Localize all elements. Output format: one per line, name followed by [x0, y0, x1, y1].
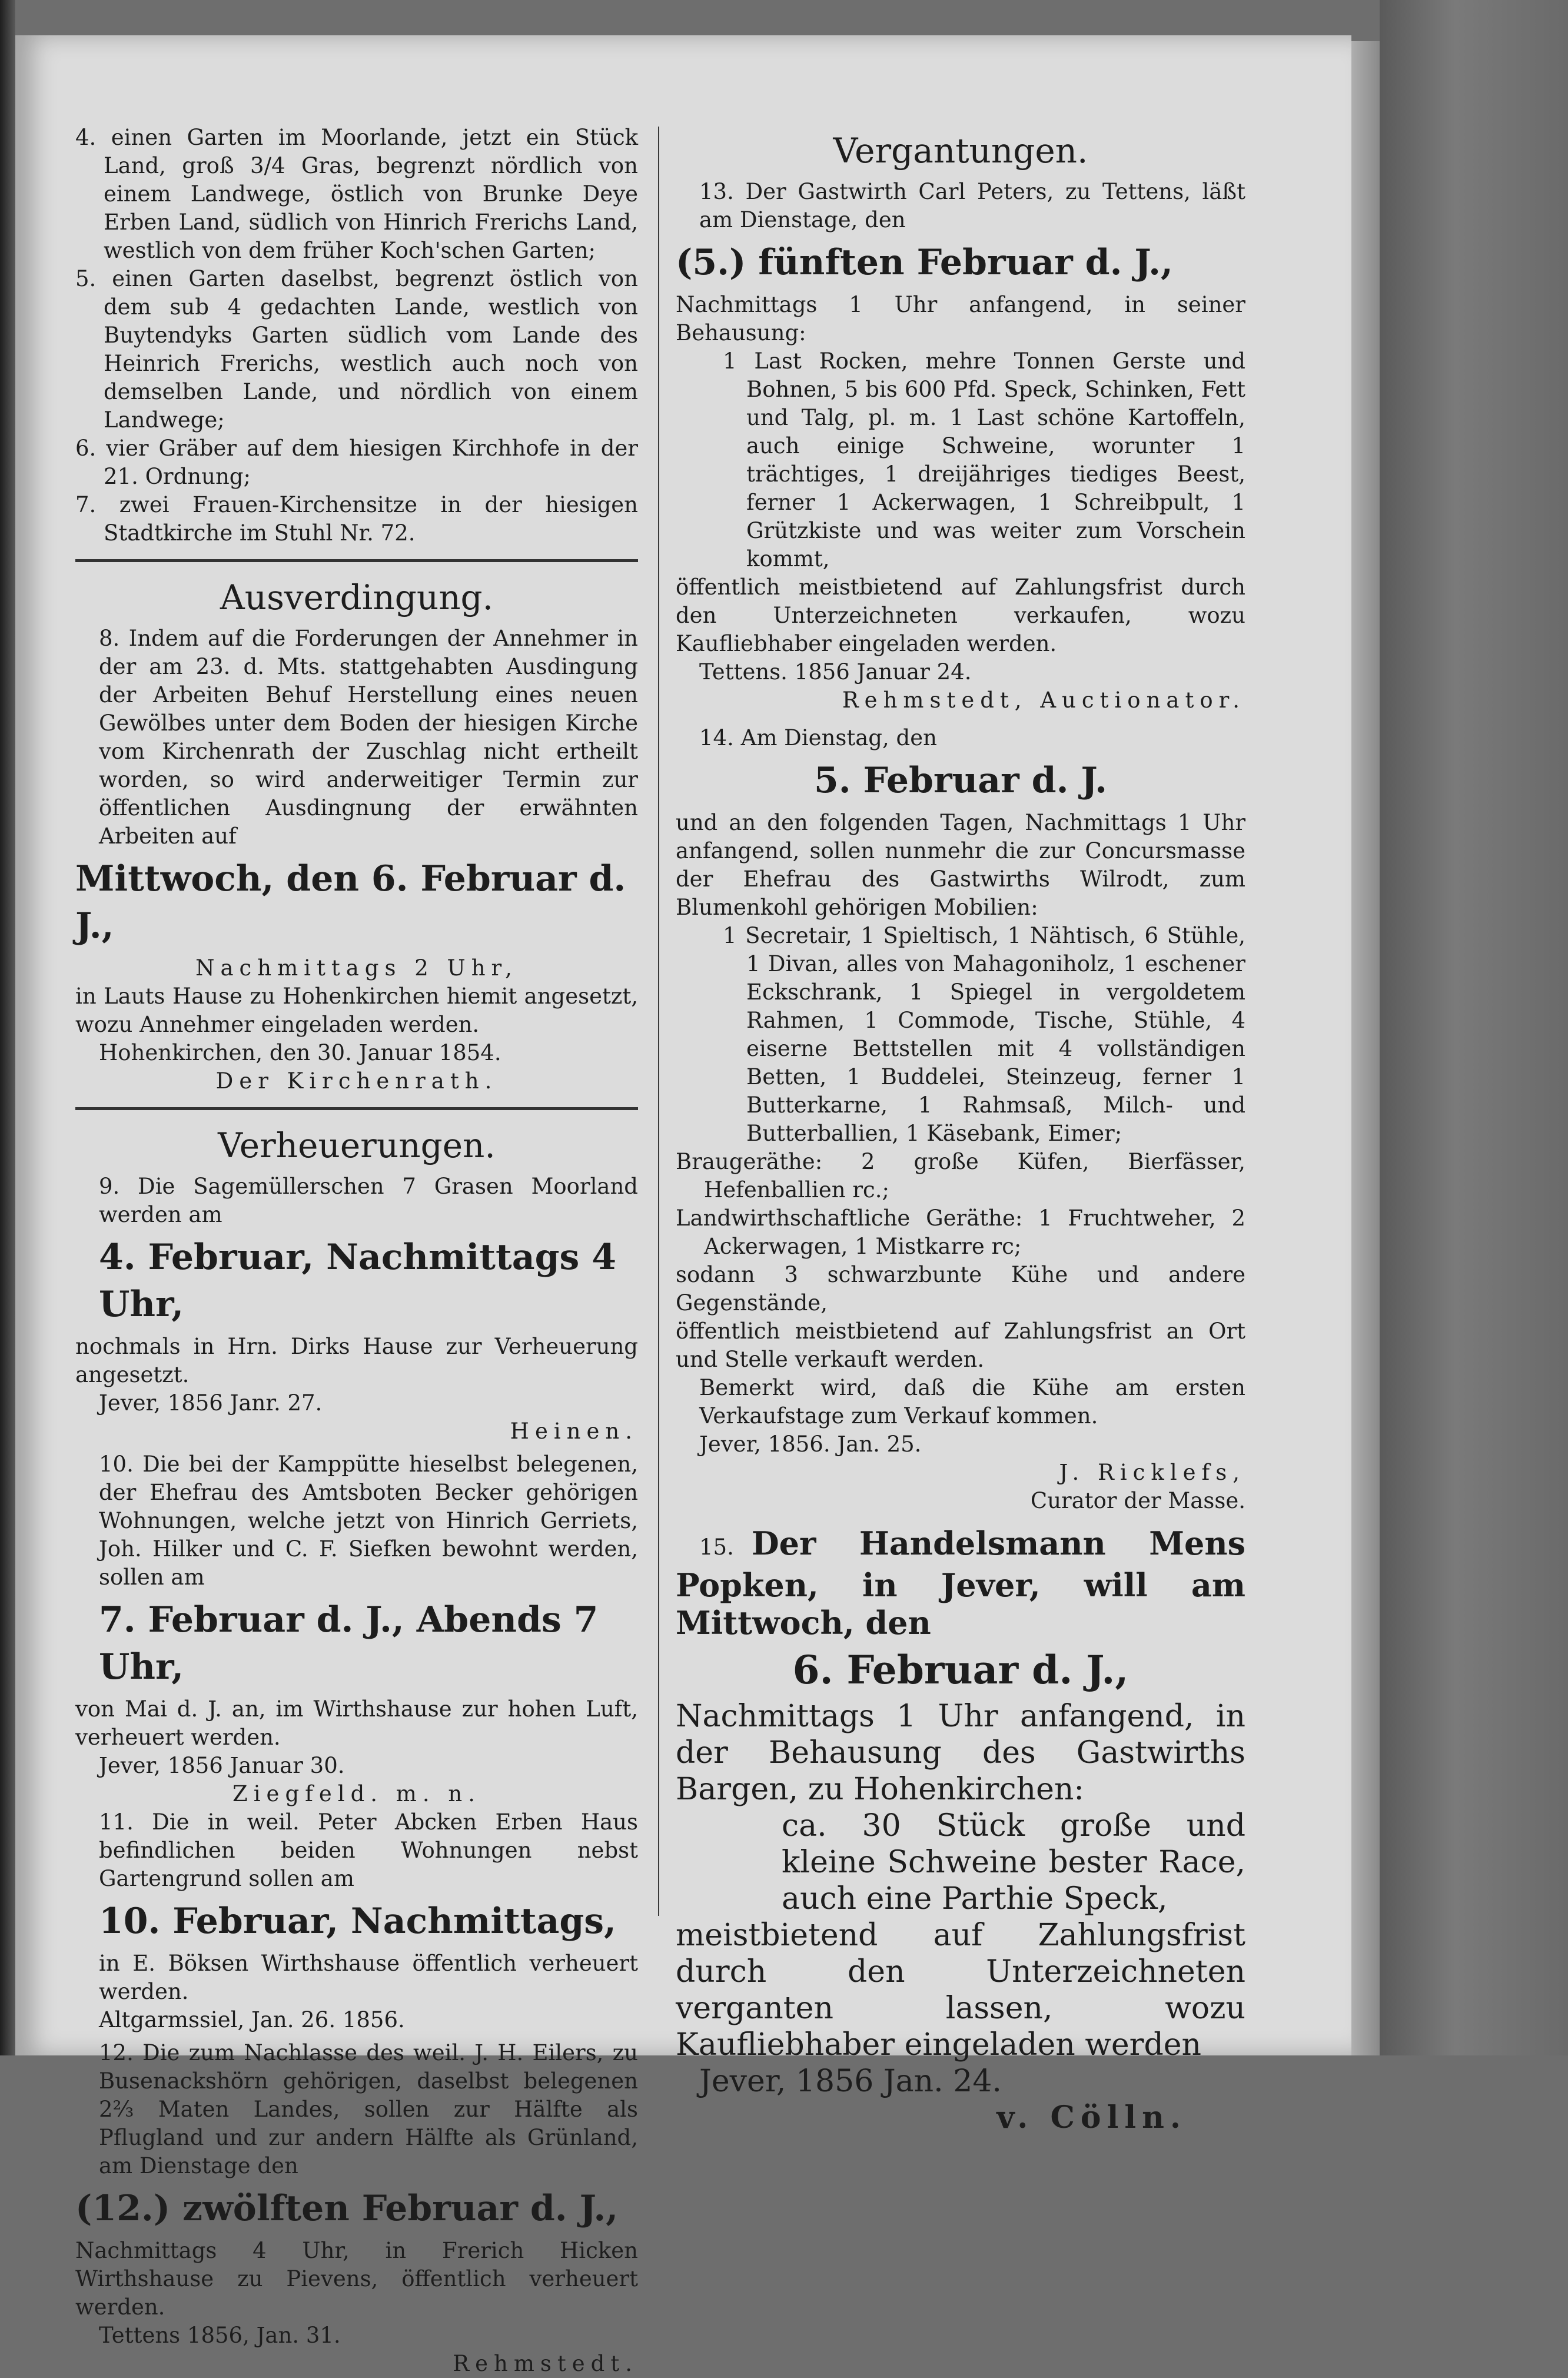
left-column: [75, 124, 638, 2378]
notice-time: Nachmittags 1 Uhr anfangend, in seiner Behausung:: [676, 292, 1245, 346]
notice-signature: Rehmstedt, Auctionator.: [842, 688, 1245, 713]
right-column: [676, 124, 1245, 2136]
notice-intro: Der Handelsmann Mens Popken, in Jever, will am Mittwoch, den: [676, 1525, 1245, 1642]
notice-body: 12. Die zum Nachlasse des weil. J. H. Eilers, zu Busenackshörn gehörigen, daselbst belegenen 2⅔ Maten Landes, sollen zur Hälfte als Pflugland und zur andern Hälfte als Grünland, am Dienstage den: [99, 2040, 638, 2178]
notice-place: in Lauts Hause zu Hohenkirchen hiemit angesetzt, wozu Annehmer eingeladen werden.: [75, 984, 638, 1037]
notice-text: meistbietend auf Zahlungsfrist durch den Unterzeichneten verganten lassen, wozu Kaufliebhaber eingeladen werden: [676, 1918, 1245, 2063]
notice-dateline: Jever, 1856. Jan. 25.: [699, 1432, 922, 1457]
section-rule: [75, 559, 638, 562]
notice-date: (12.) zwölften Februar d. J.,: [75, 2188, 619, 2229]
notice-text: von Mai d. J. an, im Wirthshause zur hohen Luft, verheuert werden.: [75, 1696, 638, 1750]
goods-list: 1 Secretair, 1 Spieltisch, 1 Nähtisch, 6 Stühle, 1 Divan, alles von Mahagoniholz, 1 eschener Eckschrank, 1 Spiegel in vergoldetem Rahmen, 1 Commode, Tische, Stühle, 4 eiserne Bettstellen mit 4 vollständigen Betten, 1 Buddelei, Steinzeug, ferner 1 Butterkarne, 1 Rahmsaß, Milch- und Butterballien, 1 Käsebank, Eimer;: [723, 923, 1245, 1146]
notice-signature-role: Curator der Masse.: [1030, 1488, 1245, 1513]
section-rule: [75, 1107, 638, 1110]
notice-body: 8. Indem auf die Forderungen der Annehmer in der am 23. d. Mts. stattgehabten Ausdingung der Arbeiten Behuf Herstellung eines neuen Gewölbes unter dem Boden der hiesigen Kirche vom Kirchenrath der Zuschlag nicht ertheilt worden, so wird anderweitiger Termin zur öffentlichen Ausdingnung der erwähnten Arbeiten auf: [99, 626, 638, 849]
notice-time: Nachmittags 1 Uhr anfangend, in der Behausung des Gastwirths Bargen, zu Hohenkirchen:: [676, 1699, 1245, 1807]
notice-time: Nachmittags 2 Uhr,: [195, 955, 518, 981]
notice-signature: Ziegfeld. m. n.: [232, 1781, 481, 1806]
goods-list: ca. 30 Stück große und kleine Schweine bester Race, auch eine Parthie Speck,: [782, 1808, 1245, 1917]
notice-dateline: Hohenkirchen, den 30. Januar 1854.: [99, 1040, 501, 1065]
notice-text: nochmals in Hrn. Dirks Hause zur Verheuerung angesetzt.: [75, 1334, 638, 1387]
section-heading-ausverdingung: Ausverdingung.: [220, 577, 494, 617]
book-gutter: [0, 0, 15, 2055]
notice-dateline: Jever, 1856 Janr. 27.: [99, 1390, 323, 1416]
notice-date: Mittwoch, den 6. Februar d. J.,: [75, 858, 626, 946]
notice-text: öffentlich meistbietend auf Zahlungsfrist durch den Unterzeichneten verkaufen, wozu Kaufliebhaber eingeladen werden.: [676, 574, 1245, 656]
notice-number: 15.: [699, 1535, 734, 1560]
notice-text: und an den folgenden Tagen, Nachmittags 1 Uhr anfangend, sollen nunmehr die zur Concursmasse der Ehefrau des Gastwirths Wilrodt, zum Blumenkohl gehörigen Mobilien:: [676, 810, 1245, 920]
notice-signature: Rehmstedt.: [453, 2351, 638, 2376]
notice-text: öffentlich meistbietend auf Zahlungsfrist an Ort und Stelle verkauft werden.: [676, 1318, 1245, 1372]
goods-list: 1 Last Rocken, mehre Tonnen Gerste und Bohnen, 5 bis 600 Pfd. Speck, Schinken, Fett und Talg, pl. m. 1 Last schöne Kartoffeln, auch einige Schweine, worunter 1 trächtiges, 1 dreijähriges tiediges Beest, ferner 1 Ackerwagen, 1 Schreibpult, 1 Grützkiste und was weiter zum Vorschein kommt,: [723, 348, 1245, 572]
notice-date: 10. Februar, Nachmittags,: [99, 1901, 616, 1942]
notice-text: Nachmittags 4 Uhr, in Frerich Hicken Wirthshause zu Pievens, öffentlich verheuert werden.: [75, 2238, 638, 2320]
notice-signature: J. Ricklefs,: [1059, 1460, 1245, 1485]
notice-date: 6. Februar d. J.,: [792, 1647, 1129, 1693]
list-item: 5. einen Garten daselbst, begrenzt östlich von dem sub 4 gedachten Lande, westlich von Buytendyks Garten südlich vom Lande des Heinrich Frerichs, westlich auch noch von demselben Lande, und nördlich von einem Landwege;: [75, 266, 638, 433]
notice-body-large: [676, 1525, 1245, 1642]
notice-date: 5. Februar d. J.: [814, 760, 1107, 801]
list-item: 4. einen Garten im Moorlande, jetzt ein Stück Land, groß 3/4 Gras, begrenzt nördlich von einem Landwege, östlich von Brunke Deye Erben Land, südlich von Hinrich Frerichs Land, westlich von dem früher Koch'schen Garten;: [75, 125, 638, 263]
goods-list: Landwirthschaftliche Geräthe: 1 Fruchtweher, 2 Ackerwagen, 1 Mistkarre rc;: [676, 1205, 1245, 1259]
notice-body: 11. Die in weil. Peter Abcken Erben Haus befindlichen beiden Wohnungen nebst Gartengrund sollen am: [99, 1809, 638, 1891]
notice-dateline: Tettens 1856, Jan. 31.: [99, 2323, 341, 2348]
notice-body: 10. Die bei der Kamppütte hieselbst belegenen, der Ehefrau des Amtsboten Becker gehörigen Wohnungen, welche jetzt von Hinrich Gerriets, Joh. Hilker und C. F. Siefken bewohnt werden, sollen am: [99, 1452, 638, 1590]
notice-date: 7. Februar d. J., Abends 7 Uhr,: [99, 1599, 599, 1688]
notice-date: 4. Februar, Nachmittags 4 Uhr,: [99, 1237, 616, 1325]
book-binding: [1380, 0, 1568, 2055]
notice-dateline: Altgarmssiel, Jan. 26. 1856.: [99, 2007, 405, 2032]
notice-dateline: Jever, 1856 Jan. 24.: [699, 2064, 1002, 2099]
notice-signature: Heinen.: [510, 1419, 638, 1444]
notice-dateline: Tettens. 1856 Januar 24.: [699, 659, 972, 685]
notice-body: 14. Am Dienstag, den: [699, 725, 937, 750]
notice-dateline: Jever, 1856 Januar 30.: [99, 1753, 345, 1778]
notice-signature: v. Cölln.: [996, 2100, 1187, 2135]
section-heading-verheuerungen: Verheuerungen.: [218, 1125, 496, 1165]
notice-body: 13. Der Gastwirth Carl Peters, zu Tettens, läßt am Dienstage, den: [699, 179, 1245, 233]
goods-list: sodann 3 schwarzbunte Kühe und andere Gegenstände,: [676, 1262, 1245, 1316]
list-item: 7. zwei Frauen-Kirchensitze in der hiesigen Stadtkirche im Stuhl Nr. 72.: [75, 492, 638, 546]
notice-note: Bemerkt wird, daß die Kühe am ersten Verkaufstage zum Verkauf kommen.: [699, 1375, 1245, 1429]
list-item: 6. vier Gräber auf dem hiesigen Kirchhofe in der 21. Ordnung;: [75, 436, 638, 489]
notice-body: 9. Die Sagemüllerschen 7 Grasen Moorland werden am: [99, 1174, 638, 1227]
column-divider: [658, 127, 659, 1916]
section-heading-vergantungen: Vergantungen.: [833, 131, 1088, 171]
notice-date: (5.) fünften Februar d. J.,: [676, 242, 1173, 283]
page-edges: [1351, 41, 1380, 2055]
notice-text: in E. Böksen Wirthshause öffentlich verheuert werden.: [99, 1951, 638, 2004]
goods-list: Braugeräthe: 2 große Küfen, Bierfässer, Hefenballien rc.;: [676, 1149, 1245, 1203]
notice-signature: Der Kirchenrath.: [215, 1068, 498, 1094]
